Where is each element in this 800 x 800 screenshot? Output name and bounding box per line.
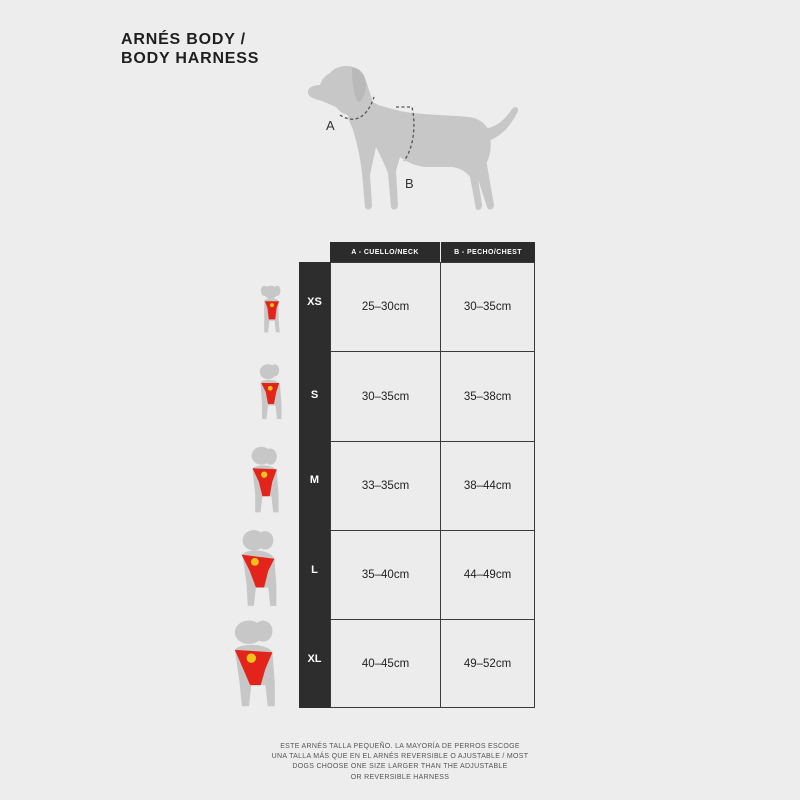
- dog-harness-icon-xs: [258, 283, 286, 335]
- cell-xl-chest: 49–52cm: [440, 619, 535, 708]
- dog-harness-icon-l: [236, 528, 284, 610]
- sizing-footnote: [250, 742, 550, 783]
- cell-m-chest: 38–44cm: [440, 441, 535, 531]
- column-header-chest: B - PECHO/CHEST: [441, 242, 535, 262]
- cell-xs-neck: 25–30cm: [330, 262, 441, 352]
- size-label-xs: XS: [307, 296, 322, 308]
- footnote-line-3: DOGS CHOOSE ONE SIZE LARGER THAN THE ADJUSTABLE: [292, 763, 508, 771]
- size-label-l: L: [311, 564, 318, 576]
- cell-s-neck: 30–35cm: [330, 351, 441, 442]
- footnote-line-4: OR REVERSIBLE HARNESS: [350, 773, 450, 781]
- label-a: A: [326, 118, 335, 133]
- cell-m-neck: 33–35cm: [330, 441, 441, 531]
- dog-silhouette-icon: [300, 55, 520, 220]
- title-line-2: BODY HARNESS: [121, 50, 260, 67]
- dog-harness-icon-m: [247, 444, 285, 516]
- dog-harness-icon-xl: [226, 617, 286, 711]
- page-title: [121, 30, 259, 68]
- size-label-m: M: [309, 474, 320, 486]
- size-label-xl: XL: [307, 653, 322, 665]
- label-b: B: [405, 176, 414, 191]
- cell-s-chest: 35–38cm: [440, 351, 535, 442]
- column-header-neck: A - CUELLO/NECK: [330, 242, 440, 262]
- size-label-s: S: [310, 389, 319, 401]
- footnote-line-2: UNA TALLA MÁS QUE EN EL ARNÉS REVERSIBLE O AJUSTABLE / MOST: [271, 753, 529, 761]
- dog-harness-icon-s: [255, 362, 287, 422]
- cell-xl-neck: 40–45cm: [330, 619, 441, 708]
- footnote-line-1: ESTE ARNÉS TALLA PEQUEÑO. LA MAYORÍA DE PERROS ESCOGE: [280, 743, 520, 750]
- cell-l-chest: 44–49cm: [440, 530, 535, 620]
- cell-l-neck: 35–40cm: [330, 530, 441, 620]
- title-line-1: ARNÉS BODY /: [121, 31, 246, 48]
- cell-xs-chest: 30–35cm: [440, 262, 535, 352]
